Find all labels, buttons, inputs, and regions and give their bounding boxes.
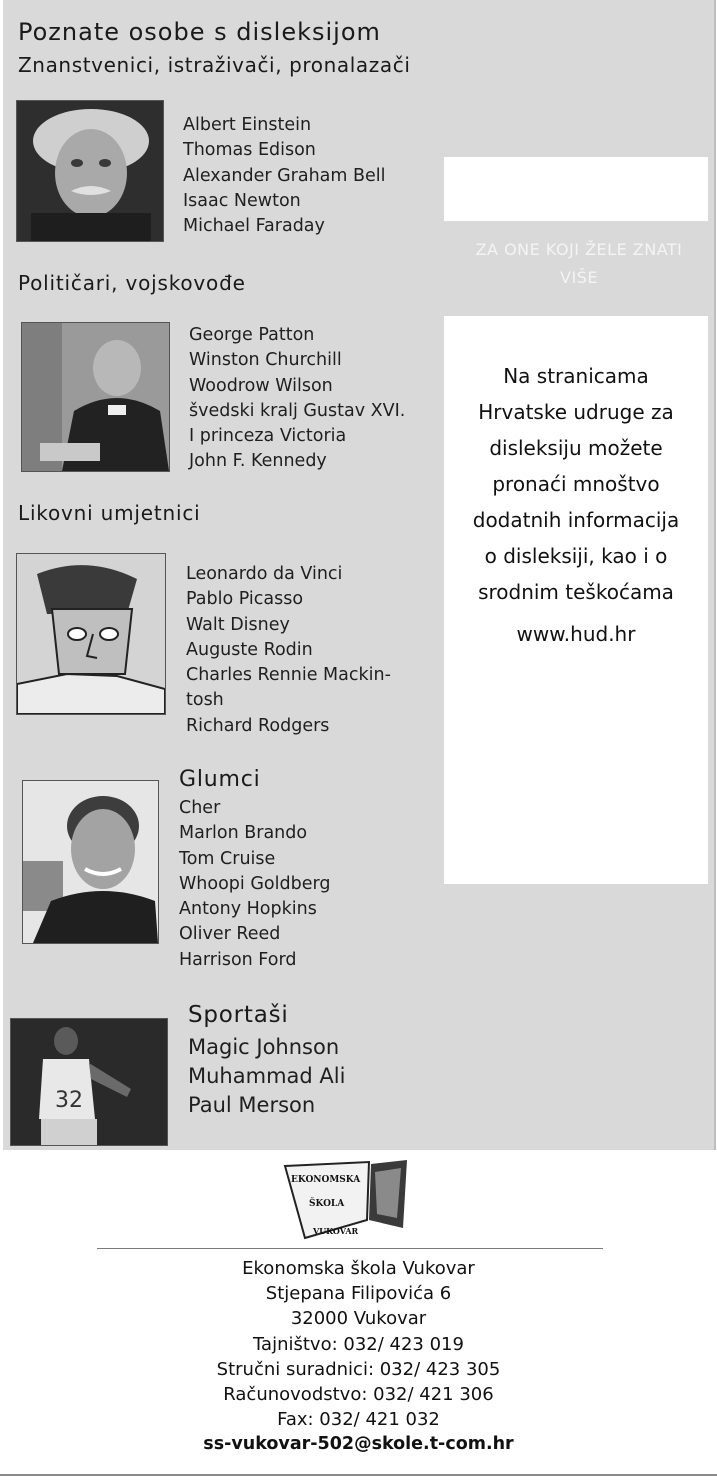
info-line: Na stranicama bbox=[503, 364, 649, 388]
section-title-athletes: Sportaši bbox=[188, 1002, 289, 1028]
portrait-image bbox=[23, 781, 158, 943]
info-line: dodatnih informacija bbox=[472, 508, 680, 532]
more-info-banner bbox=[444, 236, 714, 298]
athlete-photo bbox=[10, 1018, 168, 1146]
info-box bbox=[444, 316, 708, 884]
info-line: disleksiju možete bbox=[489, 436, 663, 460]
accounting-phone: Računovodstvo: 032/ 421 306 bbox=[223, 1384, 494, 1406]
portrait-image bbox=[17, 101, 163, 241]
school-name: Ekonomska škola Vukovar bbox=[242, 1258, 475, 1279]
portrait-image bbox=[11, 1019, 167, 1145]
city-address: 32000 Vukovar bbox=[290, 1308, 427, 1330]
blank-white-bar bbox=[444, 157, 708, 221]
list-item: Pablo Picasso bbox=[186, 589, 304, 610]
athletes-list bbox=[188, 1033, 345, 1120]
list-item: švedski kralj Gustav XVI. bbox=[189, 400, 406, 421]
artists-list bbox=[186, 562, 391, 739]
list-item: Isaac Newton bbox=[183, 190, 301, 211]
actor-photo bbox=[22, 780, 159, 944]
page-title: Poznate osobe s disleksijom bbox=[18, 18, 381, 46]
churchill-photo bbox=[21, 322, 170, 472]
picasso-painting bbox=[16, 553, 166, 715]
logo-emblem bbox=[283, 1158, 410, 1242]
list-item: George Patton bbox=[189, 325, 315, 345]
info-line: pronaći mnoštvo bbox=[492, 472, 660, 496]
painting-image bbox=[17, 554, 165, 714]
scientists-list bbox=[183, 113, 386, 239]
street-address: Stjepana Filipovića 6 bbox=[265, 1283, 452, 1305]
list-item: Harrison Ford bbox=[179, 949, 297, 970]
logo-text-line: VUKOVAR bbox=[313, 1226, 359, 1236]
logo-text-line: ŠKOLA bbox=[309, 1199, 345, 1209]
banner-line: VIŠE bbox=[560, 268, 598, 287]
list-item: Muhammad Ali bbox=[188, 1064, 346, 1088]
list-item: Oliver Reed bbox=[179, 924, 281, 945]
list-item: Leonardo da Vinci bbox=[186, 564, 343, 584]
list-item: Magic Johnson bbox=[188, 1035, 340, 1059]
list-item: Marlon Brando bbox=[179, 823, 308, 844]
list-item: Thomas Edison bbox=[183, 140, 316, 161]
info-line: o disleksiji, kao i o bbox=[484, 544, 668, 568]
list-item: Cher bbox=[179, 798, 221, 818]
section-title-artists: Likovni umjetnici bbox=[18, 501, 201, 525]
list-item: Albert Einstein bbox=[183, 115, 312, 135]
secretary-phone: Tajništvo: 032/ 423 019 bbox=[253, 1333, 464, 1355]
actors-list bbox=[179, 796, 330, 973]
associates-phone: Stručni suradnici: 032/ 423 305 bbox=[216, 1358, 501, 1380]
info-line: Hrvatske udruge za bbox=[478, 400, 674, 424]
list-item: Tom Cruise bbox=[179, 848, 276, 869]
school-logo bbox=[283, 1158, 410, 1242]
fax-number: Fax: 032/ 421 032 bbox=[277, 1409, 440, 1431]
list-item: Richard Rodgers bbox=[186, 715, 330, 736]
logo-text-line: EKONOMSKA bbox=[291, 1175, 361, 1185]
portrait-image bbox=[22, 323, 169, 471]
list-item: Auguste Rodin bbox=[186, 639, 313, 660]
list-item: Winston Churchill bbox=[189, 350, 342, 371]
list-item: Alexander Graham Bell bbox=[183, 165, 386, 186]
einstein-photo bbox=[16, 100, 164, 242]
website-link[interactable]: www.hud.hr bbox=[516, 622, 636, 646]
page-subtitle: Znanstvenici, istraživači, pronalazači bbox=[18, 53, 411, 77]
list-item: Paul Merson bbox=[188, 1093, 316, 1117]
email-link[interactable]: ss-vukovar-502@skole.t-com.hr bbox=[203, 1434, 514, 1455]
list-item: Woodrow Wilson bbox=[189, 375, 333, 396]
bottom-divider bbox=[0, 1474, 717, 1476]
info-line: srodnim teškoćama bbox=[478, 580, 674, 604]
list-item: Antony Hopkins bbox=[179, 899, 317, 920]
list-item: Walt Disney bbox=[186, 614, 290, 635]
list-item: tosh bbox=[186, 690, 224, 711]
banner-line: ZA ONE KOJI ŽELE ZNATI bbox=[475, 240, 683, 259]
list-item: Michael Faraday bbox=[183, 216, 325, 237]
contact-footer bbox=[0, 1256, 717, 1458]
section-title-politicians: Političari, vojskovođe bbox=[18, 271, 246, 295]
divider bbox=[97, 1248, 603, 1249]
politicians-list bbox=[189, 323, 405, 475]
list-item: Charles Rennie Mackin- bbox=[186, 665, 391, 686]
list-item: Whoopi Goldberg bbox=[179, 873, 331, 894]
svg-text:32: 32 bbox=[55, 1088, 83, 1113]
info-text bbox=[444, 358, 708, 610]
list-item: John F. Kennedy bbox=[189, 451, 327, 472]
list-item: I princeza Victoria bbox=[189, 426, 347, 447]
section-title-actors: Glumci bbox=[179, 767, 261, 792]
